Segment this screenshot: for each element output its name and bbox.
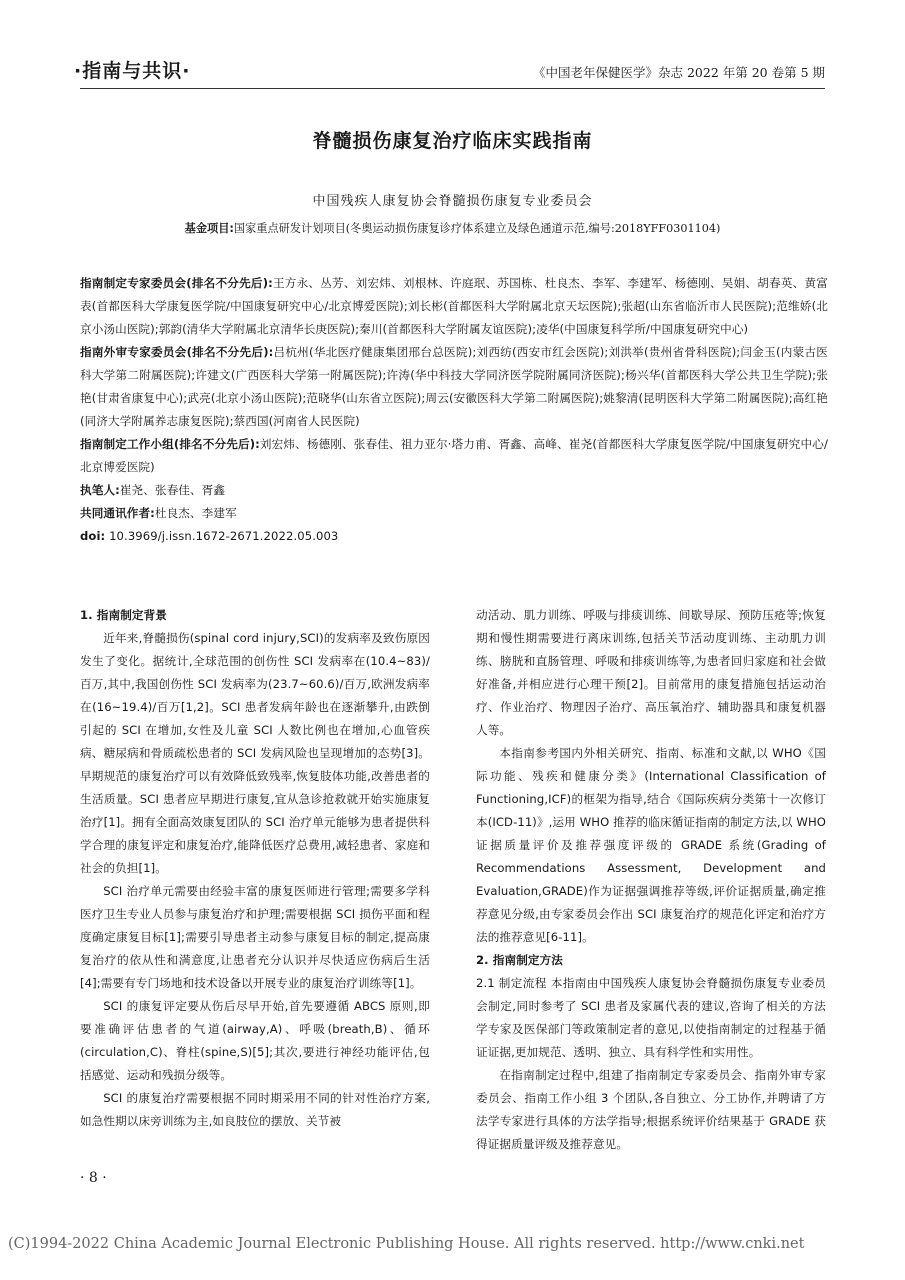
copyright-footer: (C)1994-2022 China Academic Journal Electronic Publishing House. All rights reserved. http://www.cnki.net: [8, 1236, 805, 1252]
working-group: [80, 433, 828, 479]
fund-text: 国家重点研发计划项目(冬奥运动损伤康复诊疗体系建立及绿色通道示范,编号:2018YFF0301104): [233, 222, 721, 235]
external-committee-label: 指南外审专家委员会(排名不分先后):: [80, 345, 274, 359]
paragraph: 本指南参考国内外相关研究、指南、标准和文献,以 WHO《国际功能、残疾和健康分类》(International Classification of Functioning,ICF)的框架为指导,结合《国际疾病分类第十一次修订本(ICD-11)》,运用 WHO 推荐的临床循证指南的制定方法,以 WHO 证据质量评价及推荐强度评级的 GRADE 系统(Grading of Recommendations Assessment, Development and Evaluation,GRADE)作为证据强调推荐等级,评价证据质量,确定推荐意见分级,由专家委员会作出 SCI 康复治疗的规范化评定和治疗方法的推荐意见[6-11]。: [476, 746, 826, 944]
fund-label: 基金项目:: [184, 222, 234, 235]
paragraph: SCI 治疗单元需要由经验丰富的康复医师进行管理;需要多学科医疗卫生专业人员参与康复治疗和护理;需要根据 SCI 损伤平面和程度确定康复目标[1];需要引导患者主动参与康复目标的制定,提高康复治疗的依从性和满意度,让患者充分认识并尽快适应伤病后生活[4];需要有专门场地和技术设备以开展专业的康复治疗训练等[1]。: [80, 884, 430, 990]
article-meta: [80, 272, 828, 548]
corresponding-label: 共同通讯作者:: [80, 506, 155, 520]
working-group-label: 指南制定工作小组(排名不分先后):: [80, 437, 260, 451]
doi-label: doi:: [80, 529, 106, 543]
section-heading-background: 1. 指南制定背景: [80, 608, 167, 622]
page-number: · 8 ·: [80, 1170, 107, 1186]
article-title: 脊髓损伤康复治疗临床实践指南: [312, 130, 593, 152]
paragraph: SCI 的康复治疗需要根据不同时期采用不同的针对性治疗方案,如急性期以床旁训练为主,如良肢位的摆放、关节被: [80, 1091, 430, 1128]
right-column: [476, 604, 826, 1156]
section-heading-method: 2. 指南制定方法: [476, 953, 563, 967]
corresponding-text: 杜良杰、李建军: [154, 506, 237, 520]
author-organization: 中国残疾人康复协会脊髓损伤康复专业委员会: [312, 194, 593, 209]
doi: [80, 525, 828, 548]
fund-line: [0, 220, 905, 236]
paragraph: 近年来,脊髓损伤(spinal cord injury,SCI)的发病率及致伤原因发生了变化。据统计,全球范围的创伤性 SCI 发病率在(10.4~83)/百万,其中,我国创伤性 SCI 发病率为(23.7~60.6)/百万,欧洲发病率在(16~19.4)/百万[1,2]。SCI 患者发病年龄也在逐渐攀升,由跌倒引起的 SCI 在增加,女性及儿童 SCI 人数比例也在增加,心血管疾病、糖尿病和骨质疏松患者的 SCI 发病风险也呈现增加的态势[3]。早期规范的康复治疗可以有效降低致残率,恢复肢体功能,改善患者的生活质量。SCI 患者应早期进行康复,宜从急诊抢救就开始实施康复治疗[1]。拥有全面高效康复团队的 SCI 治疗单元能够为患者提供科学合理的康复评定和康复治疗,能降低医疗总费用,减轻患者、家庭和社会的负担[1]。: [80, 631, 430, 875]
expert-committee: [80, 272, 828, 341]
external-committee-text: 吕杭州(华北医疗健康集团邢台总医院);刘西纺(西安市红会医院);刘洪举(贵州省骨科医院);闫金玉(内蒙古医科大学第二附属医院);许建文(广西医科大学第一附属医院);许涛(华中科技大学同济医学院附属同济医院);杨兴华(首都医科大学公共卫生学院);张艳(甘肃省康复中心);武亮(北京小汤山医院);范晓华(山东省立医院);周云(安徽医科大学第二附属医院);姚黎清(昆明医科大学第二附属医院);高红艳(同济大学附属养志康复医院);蔡西国(河南省人民医院): [80, 345, 828, 428]
journal-info: 《中国老年保健医学》杂志 2022 年第 20 卷第 5 期: [532, 65, 825, 80]
paragraph: 在指南制定过程中,组建了指南制定专家委员会、指南外审专家委员会、指南工作小组 3 个团队,各自独立、分工协作,并聘请了方法学专家进行具体的方法学指导;根据系统评价结果基于 GRADE 获得证据质量评级及推荐意见。: [476, 1068, 826, 1151]
expert-committee-label: 指南制定专家委员会(排名不分先后):: [80, 276, 273, 290]
header-divider: [80, 88, 825, 89]
doi-text: 10.3969/j.issn.1672-2671.2022.05.003: [109, 529, 339, 543]
external-committee: [80, 341, 828, 433]
left-column: [80, 604, 430, 1133]
paragraph: SCI 的康复评定要从伤后尽早开始,首先要遵循 ABCS 原则,即要准确评估患者的气道(airway,A)、呼吸(breath,B)、循环(circulation,C)、脊柱(spine,S)[5];其次,要进行神经功能评估,包括感觉、运动和残损分级等。: [80, 999, 430, 1082]
writers-text: 崔尧、张春佳、胥鑫: [119, 483, 226, 497]
writers-label: 执笔人:: [80, 483, 120, 497]
writers: [80, 479, 828, 502]
paragraph: 2.1 制定流程 本指南由中国残疾人康复协会脊髓损伤康复专业委员会制定,同时参考了 SCI 患者及家属代表的建议,咨询了相关的方法学专家及医保部门等政策制定者的意见,以使指南制定的过程基于循证证据,更加规范、透明、独立、具有科学性和实用性。: [476, 976, 826, 1059]
corresponding-authors: [80, 502, 828, 525]
paragraph: 动活动、肌力训练、呼吸与排痰训练、间歇导尿、预防压疮等;恢复期和慢性期需要进行离床训练,包括关节活动度训练、主动肌力训练、膀胱和直肠管理、呼吸和排痰训练等,为患者回归家庭和社会做好准备,并相应进行心理干预[2]。目前常用的康复措施包括运动治疗、作业治疗、物理因子治疗、高压氧治疗、辅助器具和康复机器人等。: [476, 608, 826, 737]
expert-committee-text: 王方永、丛芳、刘宏炜、刘根林、许庭珉、苏国栋、杜良杰、李军、李建军、杨德刚、吴娟、胡春英、黄富表(首都医科大学康复医学院/中国康复研究中心/北京博爱医院);刘长彬(首都医科大学附属北京天坛医院);张超(山东省临沂市人民医院);范维娇(北京小汤山医院);郭韵(清华大学附属北京清华长庚医院);秦川(首都医科大学附属友谊医院);凌华(中国康复科学所/中国康复研究中心): [80, 276, 829, 336]
working-group-text: 刘宏炜、杨德刚、张春佳、祖力亚尔·塔力甫、胥鑫、高峰、崔尧(首都医科大学康复医学院/中国康复研究中心/北京博爱医院): [80, 437, 829, 474]
section-tag: ·指南与共识·: [74, 60, 191, 82]
